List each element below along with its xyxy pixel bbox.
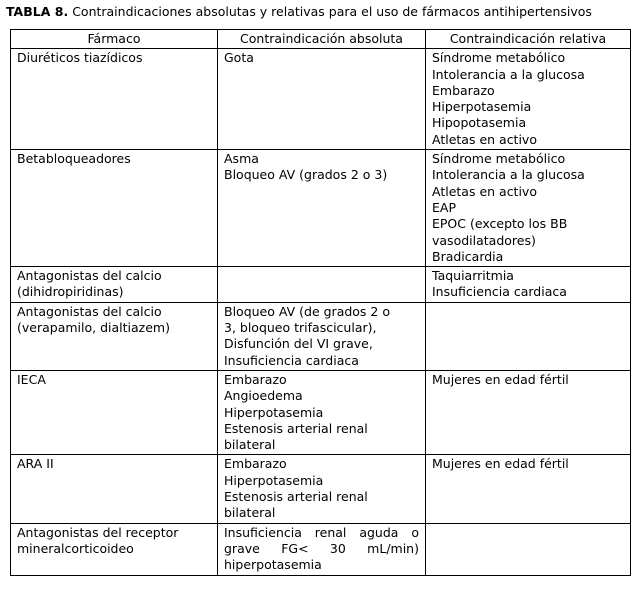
absolute-contraindication-cell xyxy=(218,267,426,303)
cell-line: Embarazo xyxy=(224,456,287,472)
cell-line: Diuréticos tiazídicos xyxy=(17,50,143,66)
column-header-relative: Contraindicación relativa xyxy=(426,30,631,49)
cell-line: Mujeres en edad fértil xyxy=(432,456,569,472)
cell-line: Intolerancia a la glucosa xyxy=(432,66,585,82)
cell-line: Insuficiencia renal aguda o xyxy=(224,524,419,540)
cell-line: Bloqueo AV (de grados 2 o xyxy=(224,303,390,319)
cell-line: Disfunción del VI grave, xyxy=(224,336,373,352)
drug-cell xyxy=(11,302,218,370)
drug-cell xyxy=(11,49,218,150)
cell-line: Hiperpotasemia xyxy=(432,99,532,115)
table-row xyxy=(11,150,631,267)
cell-line: vasodilatadores) xyxy=(432,232,536,248)
cell-line: Hiperpotasemia xyxy=(224,472,324,488)
cell-line: Atletas en activo xyxy=(432,183,537,199)
cell-line: grave FG< 30 mL/min) xyxy=(224,540,419,556)
drug-cell xyxy=(11,455,218,523)
cell-line: EAP xyxy=(432,199,456,215)
cell-line: Taquiarritmia xyxy=(432,268,514,284)
cell-line: (dihidropiridinas) xyxy=(17,284,124,300)
cell-line: bilateral xyxy=(224,505,276,521)
cell-line: ARA II xyxy=(17,456,54,472)
cell-line: bilateral xyxy=(224,437,276,453)
cell-line: Síndrome metabólico xyxy=(432,151,566,167)
relative-contraindication-cell xyxy=(426,370,631,454)
cell-line: Angioedema xyxy=(224,388,303,404)
cell-line: Estenosis arterial renal xyxy=(224,489,368,505)
cell-line: EPOC (excepto los BB xyxy=(432,216,568,232)
header-row xyxy=(11,30,631,49)
cell-line: Insuficiencia cardiaca xyxy=(224,352,359,368)
cell-line: Síndrome metabólico xyxy=(432,50,566,66)
table-row xyxy=(11,455,631,523)
cell-line: Bradicardia xyxy=(432,248,504,264)
drug-cell xyxy=(11,370,218,454)
absolute-contraindication-cell xyxy=(218,49,426,150)
relative-contraindication-cell xyxy=(426,523,631,575)
absolute-contraindication-cell xyxy=(218,370,426,454)
absolute-contraindication-cell xyxy=(218,455,426,523)
cell-line: Gota xyxy=(224,50,254,66)
absolute-contraindication-cell xyxy=(218,523,426,575)
cell-line: Insuficiencia cardiaca xyxy=(432,284,567,300)
relative-contraindication-cell xyxy=(426,49,631,150)
cell-line: Embarazo xyxy=(432,82,495,98)
column-header-absolute: Contraindicación absoluta xyxy=(218,30,426,49)
column-header-drug: Fármaco xyxy=(11,30,218,49)
cell-line: 3, bloqueo trifascicular), xyxy=(224,320,377,336)
cell-line: IECA xyxy=(17,371,46,387)
contraindications-table xyxy=(10,29,631,576)
table-row xyxy=(11,302,631,370)
cell-line: Antagonistas del calcio xyxy=(17,268,162,284)
cell-line: Antagonistas del calcio xyxy=(17,303,162,319)
table-number: TABLA 8. xyxy=(6,4,69,19)
drug-cell xyxy=(11,523,218,575)
cell-line: Hipopotasemia xyxy=(432,115,527,131)
cell-line: Atletas en activo xyxy=(432,131,537,147)
relative-contraindication-cell xyxy=(426,267,631,303)
cell-line: Bloqueo AV (grados 2 o 3) xyxy=(224,167,388,183)
cell-line: Asma xyxy=(224,151,259,167)
relative-contraindication-cell xyxy=(426,302,631,370)
cell-line: hiperpotasemia xyxy=(224,557,322,573)
drug-cell xyxy=(11,150,218,267)
cell-line: Betabloqueadores xyxy=(17,151,131,167)
absolute-contraindication-cell xyxy=(218,150,426,267)
cell-line: Mujeres en edad fértil xyxy=(432,371,569,387)
table-caption xyxy=(6,3,592,20)
table-title: Contraindicaciones absolutas y relativas para el uso de fármacos antihipertensivos xyxy=(72,4,592,19)
cell-line: Embarazo xyxy=(224,371,287,387)
cell-line: mineralcorticoideo xyxy=(17,540,134,556)
table-row xyxy=(11,523,631,575)
cell-line: Estenosis arterial renal xyxy=(224,420,368,436)
absolute-contraindication-cell xyxy=(218,302,426,370)
cell-line: Antagonistas del receptor xyxy=(17,524,179,540)
relative-contraindication-cell xyxy=(426,150,631,267)
cell-line: Intolerancia a la glucosa xyxy=(432,167,585,183)
cell-line: Hiperpotasemia xyxy=(224,404,324,420)
drug-cell xyxy=(11,267,218,303)
table-row xyxy=(11,267,631,303)
cell-line: (verapamilo, dialtiazem) xyxy=(17,320,170,336)
relative-contraindication-cell xyxy=(426,455,631,523)
table-row xyxy=(11,370,631,454)
table-row xyxy=(11,49,631,150)
